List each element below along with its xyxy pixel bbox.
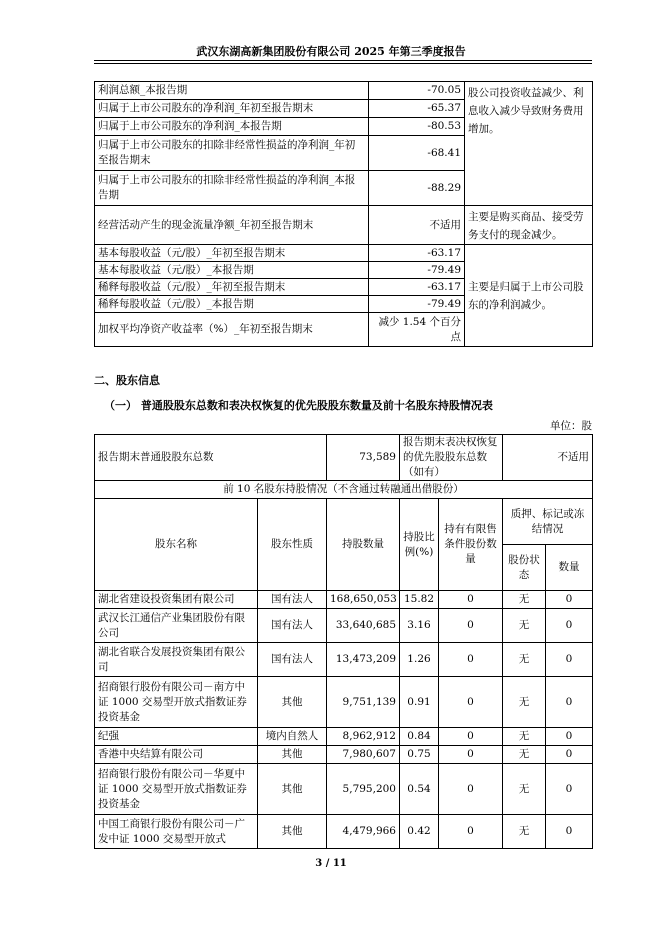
shareholder-restricted: 0 bbox=[439, 764, 503, 815]
shareholder-ratio: 0.84 bbox=[400, 728, 439, 746]
row-value: -80.53 bbox=[369, 118, 465, 136]
table-row bbox=[95, 82, 593, 100]
section-subtitle: （一） 普通股股东总数和表决权恢复的优先股股东数量及前十名股东持股情况表 bbox=[104, 399, 493, 412]
shareholder-name: 纪强 bbox=[95, 728, 258, 746]
shareholder-status: 无 bbox=[503, 764, 546, 815]
row-label: 归属于上市公司股东的净利润_本报告期 bbox=[95, 118, 369, 136]
shareholder-name: 武汉长江通信产业集团股份有限公司 bbox=[95, 609, 258, 643]
row-value: 不适用 bbox=[369, 206, 465, 245]
col-header-name: 股东名称 bbox=[95, 499, 258, 591]
col-header-qty: 数量 bbox=[546, 545, 593, 591]
shareholder-shares: 5,795,200 bbox=[327, 764, 400, 815]
shareholder-nature: 其他 bbox=[258, 677, 327, 728]
col-header-restricted: 持有有限售条件股份数量 bbox=[439, 499, 503, 591]
summary-row bbox=[95, 435, 593, 481]
shareholder-restricted: 0 bbox=[439, 591, 503, 609]
shareholder-shares: 8,962,912 bbox=[327, 728, 400, 746]
shareholder-nature: 国有法人 bbox=[258, 643, 327, 677]
shareholder-shares: 13,473,209 bbox=[327, 643, 400, 677]
row-value: 减少 1.54 个百分点 bbox=[369, 313, 465, 347]
shareholder-status: 无 bbox=[503, 728, 546, 746]
shareholder-qty: 0 bbox=[546, 746, 593, 764]
row-value: -65.37 bbox=[369, 100, 465, 118]
shareholder-ratio: 0.42 bbox=[400, 815, 439, 849]
table-row bbox=[95, 815, 593, 849]
header-rule bbox=[94, 63, 592, 64]
table-row bbox=[95, 677, 593, 728]
shareholder-status: 无 bbox=[503, 677, 546, 728]
change-reason-note: 主要是归属于上市公司股东的净利润减少。 bbox=[465, 245, 593, 347]
shareholder-name: 湖北省联合发展投资集团有限公司 bbox=[95, 643, 258, 677]
row-value: -79.49 bbox=[369, 296, 465, 313]
row-label: 基本每股收益（元/股）_年初至报告期末 bbox=[95, 245, 369, 262]
col-header-shares: 持股数量 bbox=[327, 499, 400, 591]
report-header-title: 武汉东湖高新集团股份有限公司 2025 年第三季度报告 bbox=[196, 45, 466, 58]
financial-change-table bbox=[94, 81, 593, 347]
shareholder-nature: 境内自然人 bbox=[258, 728, 327, 746]
shareholder-shares: 9,751,139 bbox=[327, 677, 400, 728]
row-label: 利润总额_本报告期 bbox=[95, 82, 369, 100]
table-row bbox=[95, 245, 593, 262]
shareholder-ratio: 1.26 bbox=[400, 643, 439, 677]
shareholder-name: 中国工商银行股份有限公司－广发中证 1000 交易型开放式 bbox=[95, 815, 258, 849]
row-label: 归属于上市公司股东的扣除非经常性损益的净利润_本报告期 bbox=[95, 171, 369, 206]
table-row bbox=[95, 206, 593, 245]
shareholder-ratio: 0.54 bbox=[400, 764, 439, 815]
shareholder-ratio: 0.75 bbox=[400, 746, 439, 764]
row-value: -68.41 bbox=[369, 136, 465, 171]
col-header-ratio: 持股比例(%) bbox=[400, 499, 439, 591]
shareholder-nature: 国有法人 bbox=[258, 591, 327, 609]
shareholder-qty: 0 bbox=[546, 764, 593, 815]
shareholder-shares: 7,980,607 bbox=[327, 746, 400, 764]
shareholder-restricted: 0 bbox=[439, 815, 503, 849]
shareholder-status: 无 bbox=[503, 815, 546, 849]
shareholder-status: 无 bbox=[503, 591, 546, 609]
change-reason-note: 主要是购买商品、接受劳务支付的现金减少。 bbox=[465, 206, 593, 245]
shareholder-qty: 0 bbox=[546, 677, 593, 728]
row-label: 归属于上市公司股东的净利润_年初至报告期末 bbox=[95, 100, 369, 118]
top10-caption: 前 10 名股东持股情况（不含通过转融通出借股份） bbox=[95, 481, 593, 499]
shareholder-ratio: 15.82 bbox=[400, 591, 439, 609]
shareholder-qty: 0 bbox=[546, 591, 593, 609]
shareholder-shares: 168,650,053 bbox=[327, 591, 400, 609]
unit-label: 单位：股 bbox=[550, 420, 592, 432]
section-title: 二、股东信息 bbox=[94, 374, 160, 387]
shareholder-nature: 其他 bbox=[258, 764, 327, 815]
table-row bbox=[95, 591, 593, 609]
row-label: 加权平均净资产收益率（%）_年初至报告期末 bbox=[95, 313, 369, 347]
shareholder-nature: 国有法人 bbox=[258, 609, 327, 643]
shareholder-nature: 其他 bbox=[258, 746, 327, 764]
header-rule bbox=[94, 60, 592, 61]
row-label: 稀释每股收益（元/股）_本报告期 bbox=[95, 296, 369, 313]
total-shareholders-value: 73,589 bbox=[327, 435, 400, 481]
shareholder-qty: 0 bbox=[546, 815, 593, 849]
row-label: 稀释每股收益（元/股）_年初至报告期末 bbox=[95, 279, 369, 296]
row-label: 基本每股收益（元/股）_本报告期 bbox=[95, 262, 369, 279]
shareholder-qty: 0 bbox=[546, 643, 593, 677]
shareholder-qty: 0 bbox=[546, 609, 593, 643]
shareholder-status: 无 bbox=[503, 609, 546, 643]
col-header-pledge: 质押、标记或冻结情况 bbox=[503, 499, 593, 545]
row-value: -88.29 bbox=[369, 171, 465, 206]
row-label: 经营活动产生的现金流量净额_年初至报告期末 bbox=[95, 206, 369, 245]
header-row bbox=[95, 499, 593, 545]
page-number: 3 / 11 bbox=[315, 858, 347, 869]
shareholder-qty: 0 bbox=[546, 728, 593, 746]
shareholder-status: 无 bbox=[503, 746, 546, 764]
shareholder-status: 无 bbox=[503, 643, 546, 677]
shareholder-name: 湖北省建设投资集团有限公司 bbox=[95, 591, 258, 609]
preferred-shareholders-label: 报告期末表决权恢复的优先股股东总数（如有） bbox=[400, 435, 503, 481]
table-row bbox=[95, 643, 593, 677]
shareholder-restricted: 0 bbox=[439, 643, 503, 677]
table-row bbox=[95, 746, 593, 764]
shareholder-ratio: 0.91 bbox=[400, 677, 439, 728]
row-value: -79.49 bbox=[369, 262, 465, 279]
col-header-status: 股份状态 bbox=[503, 545, 546, 591]
col-header-nature: 股东性质 bbox=[258, 499, 327, 591]
shareholder-ratio: 3.16 bbox=[400, 609, 439, 643]
shareholder-restricted: 0 bbox=[439, 728, 503, 746]
row-value: -63.17 bbox=[369, 245, 465, 262]
shareholder-restricted: 0 bbox=[439, 609, 503, 643]
caption-row bbox=[95, 481, 593, 499]
shareholder-name: 香港中央结算有限公司 bbox=[95, 746, 258, 764]
table-row bbox=[95, 764, 593, 815]
total-shareholders-label: 报告期末普通股股东总数 bbox=[95, 435, 327, 481]
table-row bbox=[95, 609, 593, 643]
shareholder-nature: 其他 bbox=[258, 815, 327, 849]
shareholder-name: 招商银行股份有限公司－华夏中证 1000 交易型开放式指数证券投资基金 bbox=[95, 764, 258, 815]
shareholder-name: 招商银行股份有限公司－南方中证 1000 交易型开放式指数证券投资基金 bbox=[95, 677, 258, 728]
shareholder-restricted: 0 bbox=[439, 746, 503, 764]
row-value: -70.05 bbox=[369, 82, 465, 100]
table-row bbox=[95, 728, 593, 746]
preferred-shareholders-value: 不适用 bbox=[503, 435, 593, 481]
shareholder-shares: 4,479,966 bbox=[327, 815, 400, 849]
shareholder-table bbox=[94, 434, 593, 849]
shareholder-restricted: 0 bbox=[439, 677, 503, 728]
shareholder-shares: 33,640,685 bbox=[327, 609, 400, 643]
row-label: 归属于上市公司股东的扣除非经常性损益的净利润_年初至报告期末 bbox=[95, 136, 369, 171]
change-reason-note: 股公司投资收益减少、利息收入减少导致财务费用增加。 bbox=[465, 82, 593, 206]
row-value: -63.17 bbox=[369, 279, 465, 296]
